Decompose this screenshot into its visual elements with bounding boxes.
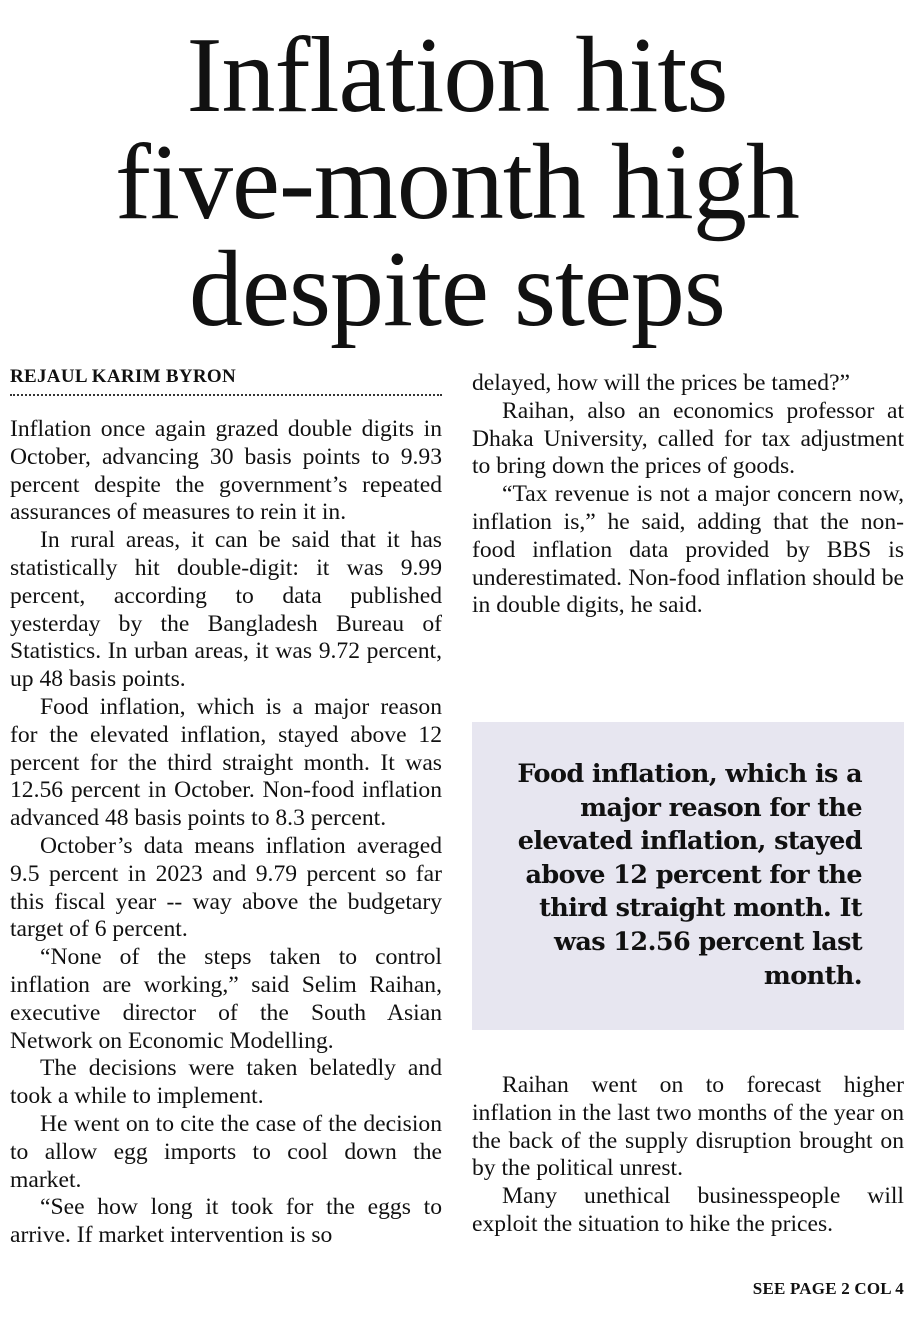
- headline-line-1: Inflation hits: [186, 16, 728, 135]
- pull-quote-box: [472, 722, 904, 1030]
- byline: REJAUL KARIM BYRON: [10, 366, 442, 396]
- headline-line-2: five-month high: [115, 123, 799, 242]
- paragraph: “None of the steps taken to control inflation are working,” said Selim Raihan, executive director of the South Asian Network on Economic Modelling.: [10, 944, 442, 1054]
- paragraph: Raihan, also an economics professor at Dhaka University, called for tax adjustment to bring down the prices of goods.: [472, 397, 904, 480]
- paragraph: “See how long it took for the eggs to arrive. If market intervention is so: [10, 1194, 442, 1249]
- paragraph: Food inflation, which is a major reason for the elevated inflation, stayed above 12 percent for the third straight month. It was 12.56 percent in October. Non-food inflation advanced 48 basis points to 8.3 percent.: [10, 693, 442, 832]
- jump-line: SEE PAGE 2 COL 4: [752, 1279, 904, 1298]
- paragraph: Inflation once again grazed double digits in October, advancing 30 basis points to 9.93 percent despite the government’s repeated assurances of measures to rein it in.: [10, 416, 442, 526]
- headline-line-3: despite steps: [189, 230, 725, 349]
- paragraph: October’s data means inflation averaged 9.5 percent in 2023 and 9.79 percent so far this fiscal year -- way above the budgetary target of 6 percent.: [10, 832, 442, 943]
- paragraph: Many unethical businesspeople will exploit the situation to hike the prices.: [472, 1183, 904, 1237]
- article-column-right-bottom: [472, 1072, 904, 1239]
- paragraph: In rural areas, it can be said that it has statistically hit double-digit: it was 9.99 percent, according to data published yesterday by the Bangladesh Bureau of Statistics. In urban areas, it was 9.72 percent, up 48 basis points.: [10, 527, 442, 693]
- article-column-right-top: [472, 370, 904, 620]
- paragraph: He went on to cite the case of the decision to allow egg imports to cool down the market.: [10, 1110, 442, 1193]
- headline: [0, 16, 914, 349]
- paragraph-continuation: delayed, how will the prices be tamed?”: [472, 370, 851, 396]
- pull-quote: Food inflation, which is a major reason for the elevated inflation, stayed above 12 percent for the third straight month. It was 12.56 percent last month.: [517, 759, 862, 991]
- paragraph: “Tax revenue is not a major concern now, inflation is,” he said, adding that the non-food inflation data provided by BBS is underestimated. Non-food inflation should be in double digits, he said.: [472, 481, 904, 619]
- paragraph: Raihan went on to forecast higher inflation in the last two months of the year on the back of the supply disruption brought on by the political unrest.: [472, 1072, 904, 1182]
- paragraph: The decisions were taken belatedly and took a while to implement.: [10, 1055, 442, 1110]
- article-column-left: [10, 416, 442, 1250]
